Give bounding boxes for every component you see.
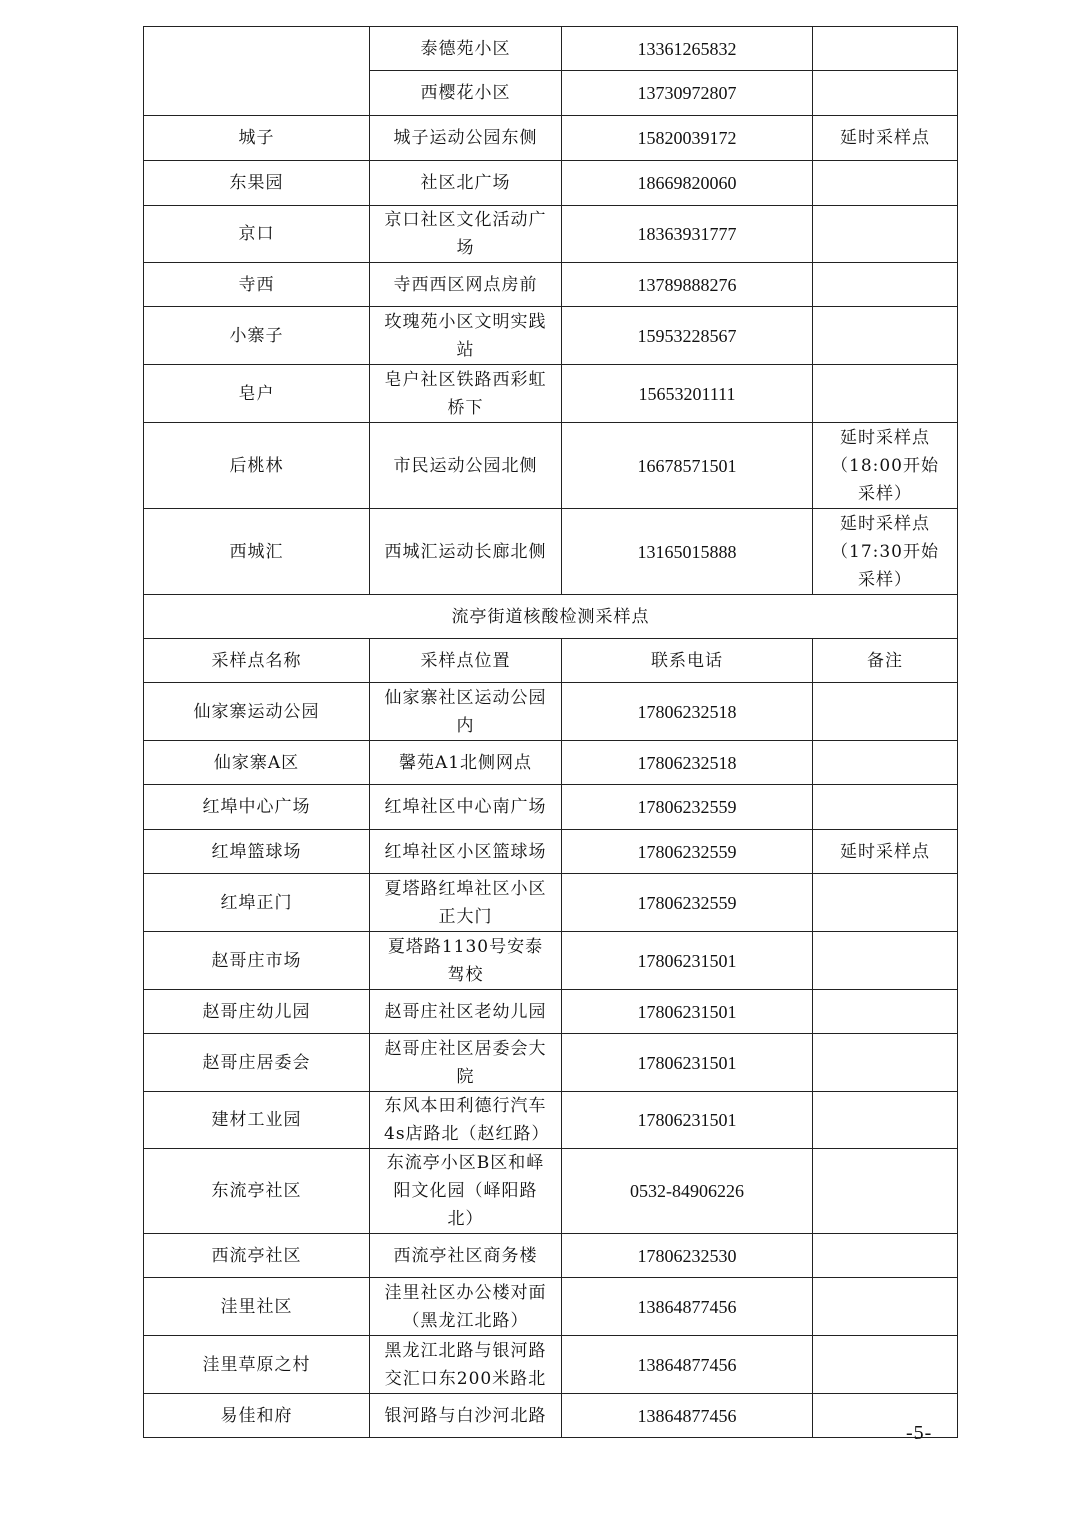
phone-cell: 17806232518 [562,741,813,785]
name-cell: 皂户 [144,365,370,423]
phone-cell: 17806232559 [562,785,813,830]
note-cell [813,263,958,307]
name-cell: 赵哥庄居委会 [144,1034,370,1092]
location-cell: 泰德苑小区 [370,27,562,71]
phone-cell: 15653201111 [562,365,813,423]
header-phone: 联系电话 [562,639,813,683]
table-row [144,1149,958,1234]
name-cell: 仙家寨A区 [144,741,370,785]
location-cell: 寺西西区网点房前 [370,263,562,307]
note-cell: 延时采样点 [813,830,958,874]
location-cell: 仙家寨社区运动公园内 [370,683,562,741]
name-cell: 红埠篮球场 [144,830,370,874]
table-row [144,741,958,785]
table-row [144,206,958,263]
section-title: 流亭街道核酸检测采样点 [144,595,958,639]
phone-cell: 18363931777 [562,206,813,263]
header-row [144,639,958,683]
name-cell [144,27,370,116]
note-cell [813,1149,958,1234]
table-row [144,932,958,990]
name-cell: 西城汇 [144,509,370,595]
note-cell [813,1234,958,1278]
table-row [144,1034,958,1092]
name-cell: 小寨子 [144,307,370,365]
name-cell: 红埠正门 [144,874,370,932]
name-cell: 易佳和府 [144,1394,370,1438]
phone-cell: 17806231501 [562,1034,813,1092]
name-cell: 红埠中心广场 [144,785,370,830]
phone-cell: 13730972807 [562,71,813,116]
phone-cell: 13361265832 [562,27,813,71]
table-row [144,307,958,365]
phone-cell: 17806232518 [562,683,813,741]
location-cell: 银河路与白沙河北路 [370,1394,562,1438]
location-cell: 西流亭社区商务楼 [370,1234,562,1278]
note-cell [813,990,958,1034]
phone-cell: 15820039172 [562,116,813,161]
header-name: 采样点名称 [144,639,370,683]
table-row [144,365,958,423]
note-cell [813,27,958,71]
note-cell [813,683,958,741]
table-row [144,785,958,830]
location-cell: 红埠社区小区篮球场 [370,830,562,874]
name-cell: 赵哥庄幼儿园 [144,990,370,1034]
phone-cell: 13789888276 [562,263,813,307]
name-cell: 京口 [144,206,370,263]
table-row [144,830,958,874]
note-cell: 延时采样点（17:30开始采样） [813,509,958,595]
sampling-points-table [143,26,958,1438]
note-cell [813,1034,958,1092]
location-cell: 西樱花小区 [370,71,562,116]
name-cell: 洼里社区 [144,1278,370,1336]
table-row [144,1092,958,1149]
phone-cell: 13165015888 [562,509,813,595]
table-row [144,1336,958,1394]
header-note: 备注 [813,639,958,683]
phone-cell: 17806231501 [562,990,813,1034]
note-cell: 延时采样点 [813,116,958,161]
page-number: -5- [906,1422,933,1444]
table-row [144,161,958,206]
phone-cell: 13864877456 [562,1394,813,1438]
location-cell: 皂户社区铁路西彩虹桥下 [370,365,562,423]
phone-cell: 16678571501 [562,423,813,509]
location-cell: 社区北广场 [370,161,562,206]
table-row [144,990,958,1034]
note-cell [813,785,958,830]
table-row [144,116,958,161]
location-cell: 西城汇运动长廊北侧 [370,509,562,595]
location-cell: 洼里社区办公楼对面（黑龙江北路） [370,1278,562,1336]
location-cell: 玫瑰苑小区文明实践站 [370,307,562,365]
note-cell [813,161,958,206]
name-cell: 东果园 [144,161,370,206]
note-cell [813,1394,958,1438]
location-cell: 东流亭小区B区和峄阳文化园（峄阳路北） [370,1149,562,1234]
phone-cell: 17806232530 [562,1234,813,1278]
name-cell: 赵哥庄市场 [144,932,370,990]
location-cell: 赵哥庄社区居委会大院 [370,1034,562,1092]
name-cell: 洼里草原之村 [144,1336,370,1394]
note-cell [813,1278,958,1336]
note-cell [813,741,958,785]
name-cell: 建材工业园 [144,1092,370,1149]
name-cell: 东流亭社区 [144,1149,370,1234]
table-row [144,1394,958,1438]
location-cell: 东风本田利德行汽车4s店路北（赵红路） [370,1092,562,1149]
note-cell [813,206,958,263]
phone-cell: 15953228567 [562,307,813,365]
location-cell: 市民运动公园北侧 [370,423,562,509]
phone-cell: 18669820060 [562,161,813,206]
note-cell [813,71,958,116]
phone-cell: 17806231501 [562,932,813,990]
name-cell: 城子 [144,116,370,161]
note-cell [813,932,958,990]
phone-cell: 0532-84906226 [562,1149,813,1234]
location-cell: 京口社区文化活动广场 [370,206,562,263]
table-row [144,423,958,509]
note-cell: 延时采样点（18:00开始采样） [813,423,958,509]
phone-cell: 17806232559 [562,874,813,932]
note-cell [813,365,958,423]
table-row [144,874,958,932]
table-row [144,27,958,71]
location-cell: 馨苑A1北侧网点 [370,741,562,785]
location-cell: 黑龙江北路与银河路交汇口东200米路北 [370,1336,562,1394]
location-cell: 赵哥庄社区老幼儿园 [370,990,562,1034]
table-row [144,1234,958,1278]
phone-cell: 13864877456 [562,1278,813,1336]
location-cell: 红埠社区中心南广场 [370,785,562,830]
section-title-row [144,595,958,639]
table-row [144,263,958,307]
note-cell [813,1092,958,1149]
location-cell: 夏塔路红埠社区小区正大门 [370,874,562,932]
table-row [144,683,958,741]
note-cell [813,874,958,932]
phone-cell: 13864877456 [562,1336,813,1394]
location-cell: 城子运动公园东侧 [370,116,562,161]
name-cell: 后桃林 [144,423,370,509]
note-cell [813,1336,958,1394]
header-location: 采样点位置 [370,639,562,683]
location-cell: 夏塔路1130号安泰驾校 [370,932,562,990]
table-row [144,509,958,595]
phone-cell: 17806231501 [562,1092,813,1149]
name-cell: 寺西 [144,263,370,307]
table-row [144,1278,958,1336]
name-cell: 西流亭社区 [144,1234,370,1278]
name-cell: 仙家寨运动公园 [144,683,370,741]
phone-cell: 17806232559 [562,830,813,874]
note-cell [813,307,958,365]
